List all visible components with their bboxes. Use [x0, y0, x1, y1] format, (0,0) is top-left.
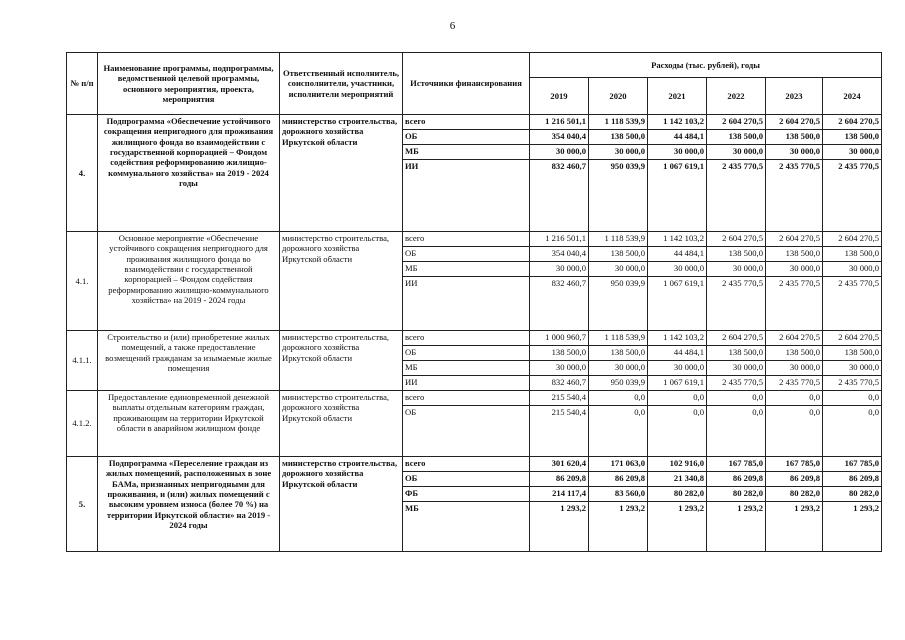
source-cell: МБ [403, 502, 530, 552]
value-cell: 0,0 [589, 391, 648, 406]
value-cell: 138 500,0 [530, 346, 589, 361]
value-cell: 30 000,0 [589, 361, 648, 376]
value-cell: 0,0 [766, 406, 823, 457]
value-cell: 138 500,0 [589, 130, 648, 145]
value-cell: 1 142 103,2 [648, 232, 707, 247]
header-year: 2024 [823, 78, 882, 115]
value-cell: 2 604 270,5 [707, 331, 766, 346]
value-cell: 30 000,0 [823, 361, 882, 376]
table-row [67, 331, 882, 346]
value-cell: 2 604 270,5 [707, 232, 766, 247]
value-cell: 1 142 103,2 [648, 115, 707, 130]
table-row [67, 391, 882, 406]
value-cell: 2 435 770,5 [823, 376, 882, 391]
value-cell: 215 540,4 [530, 406, 589, 457]
source-cell: всего [403, 232, 530, 247]
value-cell: 30 000,0 [823, 262, 882, 277]
value-cell: 1 067 619,1 [648, 160, 707, 232]
value-cell: 2 604 270,5 [707, 115, 766, 130]
value-cell: 138 500,0 [766, 247, 823, 262]
value-cell: 30 000,0 [766, 145, 823, 160]
value-cell: 2 435 770,5 [707, 160, 766, 232]
value-cell: 2 604 270,5 [823, 331, 882, 346]
value-cell: 138 500,0 [707, 346, 766, 361]
value-cell: 1 216 501,1 [530, 115, 589, 130]
row-number: 4. [67, 115, 98, 232]
value-cell: 2 604 270,5 [823, 115, 882, 130]
value-cell: 832 460,7 [530, 376, 589, 391]
source-cell: всего [403, 115, 530, 130]
value-cell: 138 500,0 [823, 247, 882, 262]
value-cell: 30 000,0 [823, 145, 882, 160]
value-cell: 1 142 103,2 [648, 331, 707, 346]
value-cell: 1 293,2 [823, 502, 882, 552]
source-cell: ИИ [403, 160, 530, 232]
value-cell: 44 484,1 [648, 130, 707, 145]
source-cell: ФБ [403, 487, 530, 502]
value-cell: 1 118 539,9 [589, 115, 648, 130]
value-cell: 0,0 [589, 406, 648, 457]
table-row [67, 457, 882, 472]
value-cell: 138 500,0 [707, 130, 766, 145]
value-cell: 171 063,0 [589, 457, 648, 472]
row-responsible: министерство строительства, дорожного хозяйства Иркутской области [280, 331, 403, 391]
value-cell: 1 067 619,1 [648, 277, 707, 331]
page-number: 6 [449, 20, 456, 32]
value-cell: 2 604 270,5 [766, 115, 823, 130]
row-number: 4.1.2. [67, 391, 98, 457]
header-num: № п/п [67, 53, 98, 115]
row-number: 4.1.1. [67, 331, 98, 391]
value-cell: 1 293,2 [766, 502, 823, 552]
value-cell: 2 435 770,5 [823, 277, 882, 331]
value-cell: 1 118 539,9 [589, 331, 648, 346]
value-cell: 832 460,7 [530, 277, 589, 331]
source-cell: ОБ [403, 247, 530, 262]
source-cell: МБ [403, 262, 530, 277]
value-cell: 0,0 [707, 406, 766, 457]
value-cell: 86 209,8 [589, 472, 648, 487]
value-cell: 138 500,0 [707, 247, 766, 262]
value-cell: 138 500,0 [766, 346, 823, 361]
value-cell: 0,0 [648, 406, 707, 457]
header-year: 2021 [648, 78, 707, 115]
row-responsible: министерство строительства, дорожного хозяйства Иркутской области [280, 391, 403, 457]
value-cell: 2 604 270,5 [766, 232, 823, 247]
value-cell: 950 039,9 [589, 277, 648, 331]
source-cell: ИИ [403, 277, 530, 331]
value-cell: 138 500,0 [823, 346, 882, 361]
source-cell: ОБ [403, 130, 530, 145]
value-cell: 30 000,0 [648, 361, 707, 376]
header-source: Источники финансирования [403, 53, 530, 115]
value-cell: 102 916,0 [648, 457, 707, 472]
value-cell: 2 435 770,5 [766, 376, 823, 391]
value-cell: 1 118 539,9 [589, 232, 648, 247]
header-expenses: Расходы (тыс. рублей), годы [530, 53, 882, 78]
value-cell: 354 040,4 [530, 247, 589, 262]
header-year: 2023 [766, 78, 823, 115]
source-cell: ИИ [403, 376, 530, 391]
value-cell: 832 460,7 [530, 160, 589, 232]
value-cell: 0,0 [766, 391, 823, 406]
value-cell: 0,0 [707, 391, 766, 406]
row-title: Строительство и (или) приобретение жилых помещений, а также предоставление возмещений гражданам за изымаемые жилые помещения [98, 331, 280, 391]
value-cell: 30 000,0 [707, 361, 766, 376]
value-cell: 86 209,8 [823, 472, 882, 487]
value-cell: 21 340,8 [648, 472, 707, 487]
value-cell: 86 209,8 [530, 472, 589, 487]
source-cell: ОБ [403, 406, 530, 457]
value-cell: 30 000,0 [589, 145, 648, 160]
value-cell: 215 540,4 [530, 391, 589, 406]
value-cell: 83 560,0 [589, 487, 648, 502]
value-cell: 30 000,0 [648, 145, 707, 160]
row-number: 5. [67, 457, 98, 552]
value-cell: 301 620,4 [530, 457, 589, 472]
value-cell: 354 040,4 [530, 130, 589, 145]
value-cell: 138 500,0 [589, 346, 648, 361]
value-cell: 1 293,2 [707, 502, 766, 552]
source-cell: всего [403, 331, 530, 346]
value-cell: 1 216 501,1 [530, 232, 589, 247]
value-cell: 30 000,0 [530, 145, 589, 160]
table-row [67, 232, 882, 247]
header-year: 2019 [530, 78, 589, 115]
value-cell: 80 282,0 [766, 487, 823, 502]
value-cell: 0,0 [823, 391, 882, 406]
value-cell: 138 500,0 [589, 247, 648, 262]
value-cell: 30 000,0 [648, 262, 707, 277]
value-cell: 30 000,0 [766, 361, 823, 376]
value-cell: 30 000,0 [707, 145, 766, 160]
row-responsible: министерство строительства, дорожного хозяйства Иркутской области [280, 115, 403, 232]
value-cell: 86 209,8 [766, 472, 823, 487]
value-cell: 2 604 270,5 [823, 232, 882, 247]
value-cell: 950 039,9 [589, 160, 648, 232]
value-cell: 138 500,0 [823, 130, 882, 145]
value-cell: 80 282,0 [823, 487, 882, 502]
value-cell: 80 282,0 [648, 487, 707, 502]
value-cell: 2 435 770,5 [766, 277, 823, 331]
header-year: 2020 [589, 78, 648, 115]
value-cell: 2 435 770,5 [766, 160, 823, 232]
value-cell: 950 039,9 [589, 376, 648, 391]
value-cell: 2 435 770,5 [707, 277, 766, 331]
row-title: Подпрограмма «Обеспечение устойчивого сокращения непригодного для проживания жилищного фонда во взаимодействии с государственной корпорацией – Фондом содействия реформированию жилищно-коммунального хозяйства» на 2019 - 2024 годы [98, 115, 280, 232]
value-cell: 2 435 770,5 [707, 376, 766, 391]
value-cell: 1 000 960,7 [530, 331, 589, 346]
value-cell: 2 604 270,5 [766, 331, 823, 346]
source-cell: МБ [403, 145, 530, 160]
value-cell: 167 785,0 [766, 457, 823, 472]
value-cell: 1 293,2 [589, 502, 648, 552]
value-cell: 1 293,2 [530, 502, 589, 552]
row-title: Основное мероприятие «Обеспечение устойчивого сокращения непригодного для проживания жилищного фонда во взаимодействии с государственной корпорацией – Фондом содействия реформированию жилищно-коммунального хозяйства» на 2019 - 2024 годы [98, 232, 280, 331]
value-cell: 44 484,1 [648, 247, 707, 262]
value-cell: 80 282,0 [707, 487, 766, 502]
budget-table [66, 52, 882, 552]
row-title: Предоставление единовременной денежной выплаты отдельным категориям граждан, проживающим на территории Иркутской области в аварийном жилищном фонде [98, 391, 280, 457]
row-responsible: министерство строительства, дорожного хозяйства Иркутской области [280, 457, 403, 552]
value-cell: 0,0 [648, 391, 707, 406]
value-cell: 2 435 770,5 [823, 160, 882, 232]
value-cell: 1 293,2 [648, 502, 707, 552]
value-cell: 30 000,0 [766, 262, 823, 277]
source-cell: ОБ [403, 472, 530, 487]
source-cell: всего [403, 457, 530, 472]
source-cell: МБ [403, 361, 530, 376]
value-cell: 86 209,8 [707, 472, 766, 487]
value-cell: 167 785,0 [823, 457, 882, 472]
value-cell: 30 000,0 [530, 361, 589, 376]
source-cell: ОБ [403, 346, 530, 361]
value-cell: 30 000,0 [530, 262, 589, 277]
header-year: 2022 [707, 78, 766, 115]
value-cell: 30 000,0 [707, 262, 766, 277]
row-title: Подпрограмма «Переселение граждан из жилых помещений, расположенных в зоне БАМа, признанных непригодными для проживания, и (или) жилых помещений с высоким уровнем износа (более 70 %) на территории Иркутской области» на 2019 - 2024 годы [98, 457, 280, 552]
value-cell: 30 000,0 [589, 262, 648, 277]
header-name: Наименование программы, подпрограммы, ведомственной целевой программы, основного мероприятия, проекта, мероприятия [98, 53, 280, 115]
value-cell: 0,0 [823, 406, 882, 457]
table-row [67, 115, 882, 130]
value-cell: 44 484,1 [648, 346, 707, 361]
value-cell: 214 117,4 [530, 487, 589, 502]
row-number: 4.1. [67, 232, 98, 331]
row-responsible: министерство строительства, дорожного хозяйства Иркутской области [280, 232, 403, 331]
value-cell: 167 785,0 [707, 457, 766, 472]
source-cell: всего [403, 391, 530, 406]
value-cell: 1 067 619,1 [648, 376, 707, 391]
value-cell: 138 500,0 [766, 130, 823, 145]
header-responsible: Ответственный исполнитель, соисполнители, участники, исполнители мероприятий [280, 53, 403, 115]
